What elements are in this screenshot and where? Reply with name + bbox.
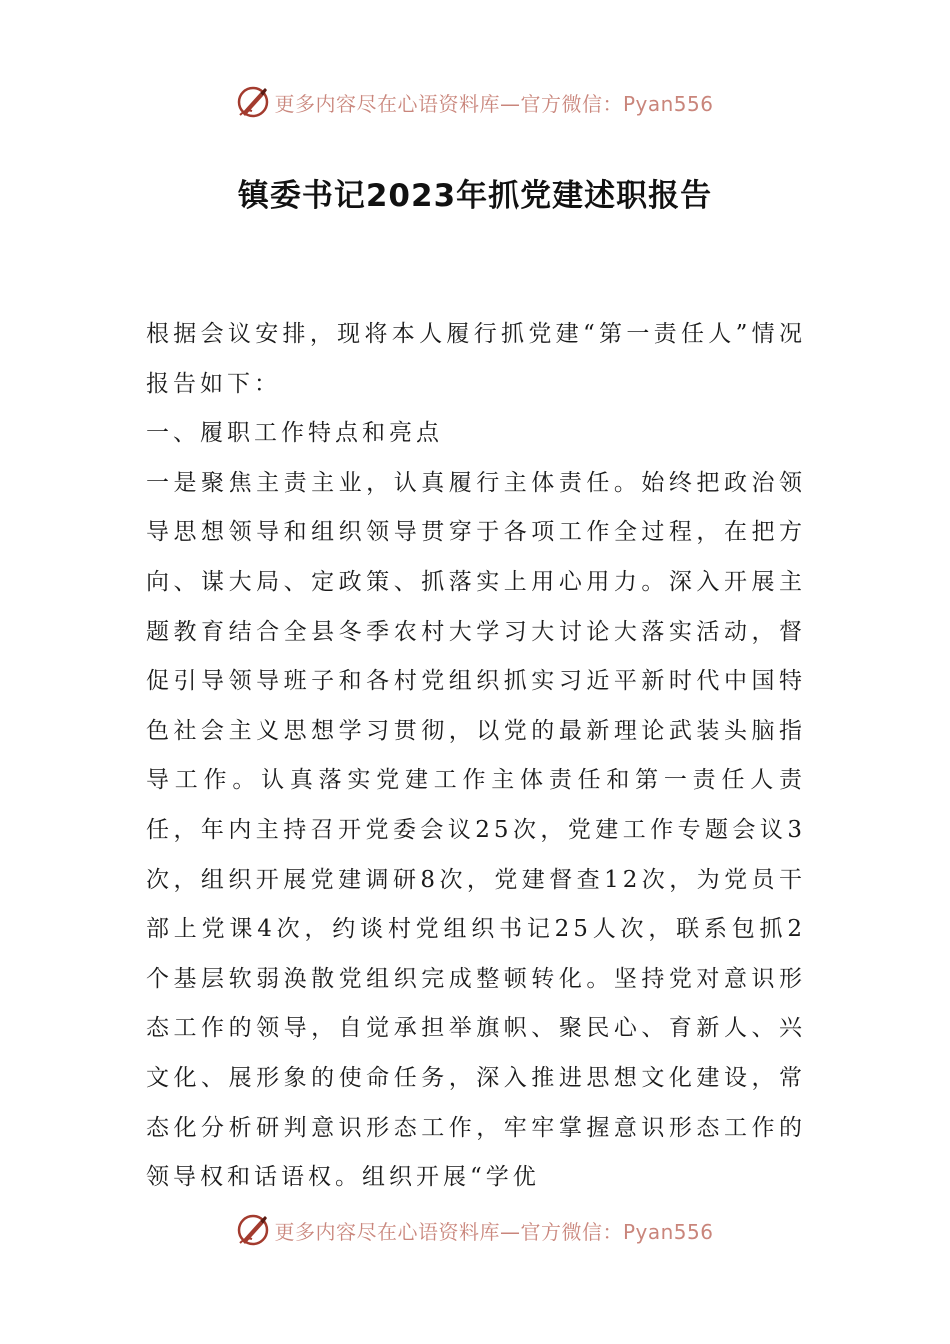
banner-text: 更多内容尽在心语资料库—官方微信：Pyan556	[274, 91, 714, 116]
pen-logo-icon	[236, 85, 270, 119]
pen-logo-icon	[236, 1213, 270, 1247]
paragraph: 一是聚焦主责主业，认真履行主体责任。始终把政治领导思想领导和组织领导贯穿于各项工作全过程，在把方向、谋大局、定政策、抓落实上用心用力。深入开展主题教育结合全县冬季农村大学习大讨论大落实活动，督促引导领导班子和各村党组织抓实习近平新时代中国特色社会主义思想学习贯彻，以党的最新理论武装头脑指导工作。认真落实党建工作主体责任和第一责任人责任，年内主持召开党委会议25次，党建工作专题会议3次，组织开展党建调研8次，党建督查12次，为党员干部上党课4次，约谈村党组织书记25人次，联系包抓2个基层软弱涣散党组织完成整顿转化。坚持党对意识形态工作的领导，自觉承担举旗帜、聚民心、育新人、兴文化、展形象的使命任务，深入推进思想文化建设，常态化分析研判意识形态工作，牢牢掌握意识形态工作的领导权和话语权。组织开展“学优	[146, 469, 806, 1191]
banner-text: 更多内容尽在心语资料库—官方微信：Pyan556	[274, 1219, 714, 1244]
section-heading: 一、履职工作特点和亮点	[146, 420, 443, 447]
paragraph: 根据会议安排，现将本人履行抓党建“第一责任人”情况报告如下：	[146, 321, 806, 397]
document-title: 镇委书记2023年抓党建述职报告	[237, 178, 713, 214]
header-banner	[0, 82, 950, 122]
footer-banner	[0, 1210, 950, 1250]
document-body	[146, 310, 806, 1203]
